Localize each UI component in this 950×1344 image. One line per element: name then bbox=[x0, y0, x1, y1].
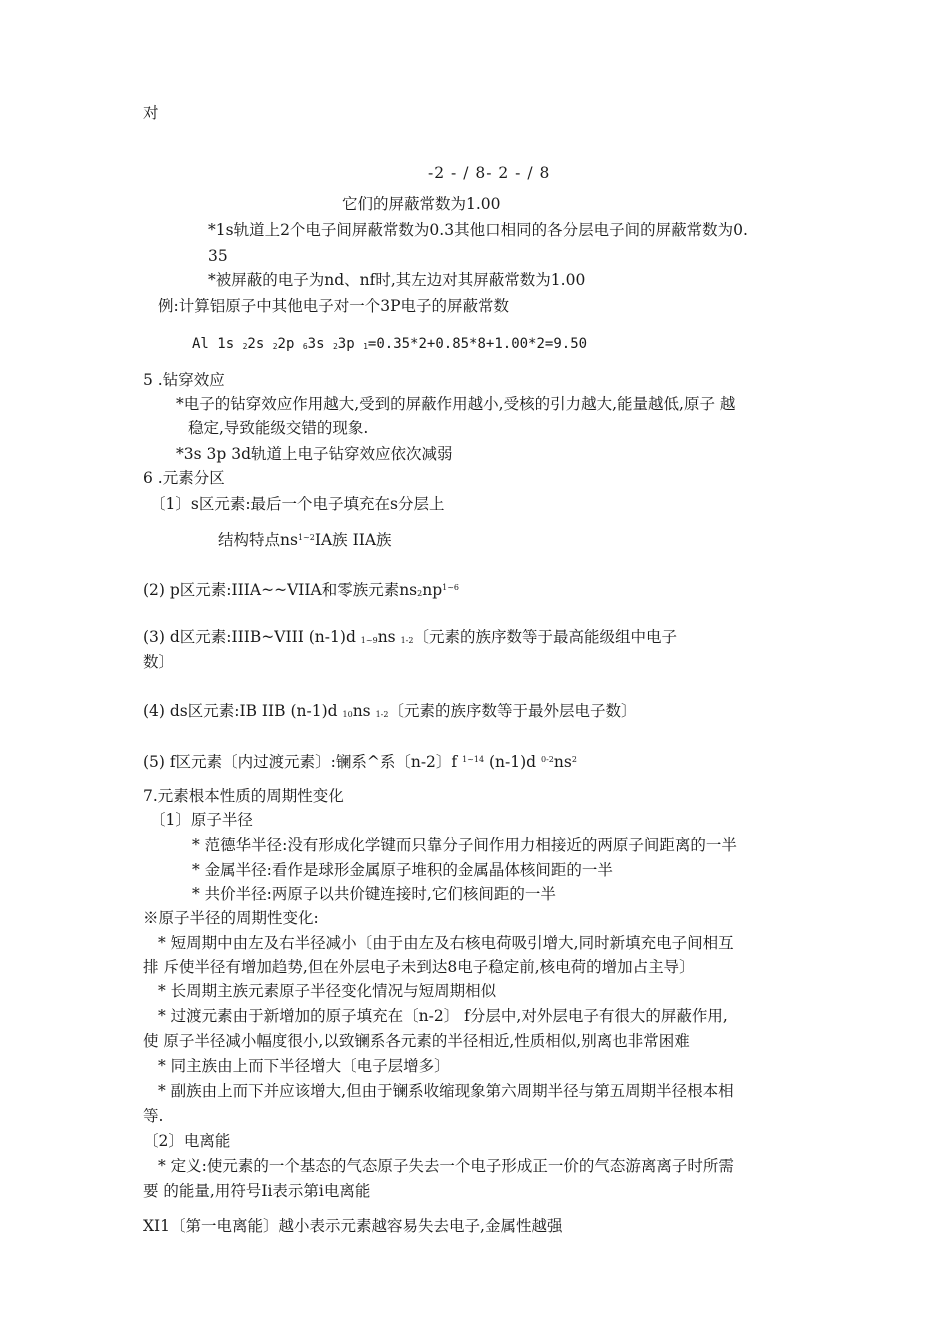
s-block-line: 〔1〕s区元素:最后一个电子填充在s分层上 bbox=[150, 495, 445, 513]
atomic-radius-title: 〔1〕原子半径 bbox=[150, 811, 253, 829]
ionization-def-1: * 定义:使元素的一个基态的气态原子失去一个电子形成正一价的气态游离离子时所需 bbox=[158, 1157, 734, 1175]
trend-subgroup-2: 等. bbox=[143, 1107, 164, 1125]
d-block-line: (3) d区元素:IIIB~VIII (n-1)d 1~9ns 1-2〔元素的族序数等于最高能级组中电子 bbox=[143, 628, 677, 646]
ionization-first: XI1〔第一电离能〕越小表示元素越容易失去电子,金属性越强 bbox=[143, 1217, 563, 1235]
example-line: 例:计算铝原子中其他电子对一个3P电子的屏蔽常数 bbox=[158, 297, 510, 315]
trend-subgroup-1: * 副族由上而下并应该增大,但由于镧系收缩现象第六周期半径与第五周期半径根本相 bbox=[158, 1082, 734, 1100]
trend-short-period-1: * 短周期中由左及右半径减小〔由于由左及右核电荷吸引增大,同时新填充电子间相互 bbox=[158, 934, 734, 952]
section-5-title: 5 .钻穿效应 bbox=[143, 371, 225, 389]
shield-line-4: *被屏蔽的电子为nd、nf时,其左边对其屏蔽常数为1.00 bbox=[208, 271, 586, 289]
trend-short-period-2: 排 斥使半径有增加趋势,但在外层电子未到达8电子稳定前,核电荷的增加占主导〕 bbox=[143, 958, 695, 976]
ionization-title: 〔2〕电离能 bbox=[143, 1132, 231, 1150]
trend-transition-1: * 过渡元素由于新增加的原子填充在〔n-2〕 f分层中,对外层电子有很大的屏蔽作用, bbox=[158, 1007, 728, 1025]
radius-vdw: * 范德华半径:没有形成化学键而只靠分子间作用力相接近的两原子间距离的一半 bbox=[192, 836, 737, 854]
p-block-line: (2) p区元素:IIIA~~VIIA和零族元素$ns2np^{1\sim 6}$ bbox=[143, 581, 460, 599]
d-block-line-2: 数〕 bbox=[143, 653, 175, 671]
radius-covalent: * 共价半径:两原子以共价键连接时,它们核间距的一半 bbox=[192, 885, 556, 903]
radius-trend-title: ※原子半径的周期性变化: bbox=[143, 909, 319, 927]
ionization-def-2: 要 的能量,用符号Ii表示第i电离能 bbox=[143, 1182, 371, 1200]
section-6-title: 6 .元素分区 bbox=[143, 469, 225, 487]
penetration-line-1: *电子的钻穿效应作用越大,受到的屏蔽作用越小,受核的引力越大,能量越低,原子 越 bbox=[176, 395, 736, 413]
trend-long-period: * 长周期主族元素原子半径变化情况与短周期相似 bbox=[158, 982, 497, 1000]
top-fragment: 对 bbox=[143, 104, 159, 122]
section-7-title: 7.元素根本性质的周期性变化 bbox=[143, 787, 344, 805]
trend-main-group: * 同主族由上而下半径增大〔电子层增多〕 bbox=[158, 1057, 450, 1075]
penetration-line-3: *3s 3p 3d轨道上电子钻穿效应依次减弱 bbox=[176, 445, 453, 463]
penetration-line-2: 稳定,导致能级交错的现象. bbox=[188, 419, 369, 437]
ds-block-line: (4) ds区元素:IB IIB (n-1)d 10ns 1-2〔元素的族序数等于最外层电子数〕 bbox=[143, 702, 637, 720]
shield-line-2: *1s轨道上2个电子间屏蔽常数为0.3其他口相同的各分层电子间的屏蔽常数为0. bbox=[208, 221, 748, 239]
trend-transition-2: 使 原子半径减小幅度很小,以致镧系各元素的半径相近,性质相似,别离也非常困难 bbox=[143, 1032, 690, 1050]
s-block-structure: 结构特点$ns^{1\sim 2}IA$族 IIA族 bbox=[218, 531, 392, 549]
shield-line-3: 35 bbox=[208, 247, 228, 265]
f-block-line: (5) f区元素〔内过渡元素〕:镧系^系〔n-2〕f $^{1\sim 14}$ (n-1)d $^{0-2}ns^2$ bbox=[143, 753, 577, 771]
radius-metallic: * 金属半径:看作是球形金属原子堆积的金属晶体核间距的一半 bbox=[192, 861, 613, 879]
aluminium-formula: Al 1s 22s 22p 63s 23p 1=0.35*2+0.85*8+1.00*2=9.50 bbox=[192, 336, 588, 352]
page-number: -2 - / 8- 2 - / 8 bbox=[428, 164, 551, 182]
shield-line-1: 它们的屏蔽常数为1.00 bbox=[342, 195, 501, 213]
